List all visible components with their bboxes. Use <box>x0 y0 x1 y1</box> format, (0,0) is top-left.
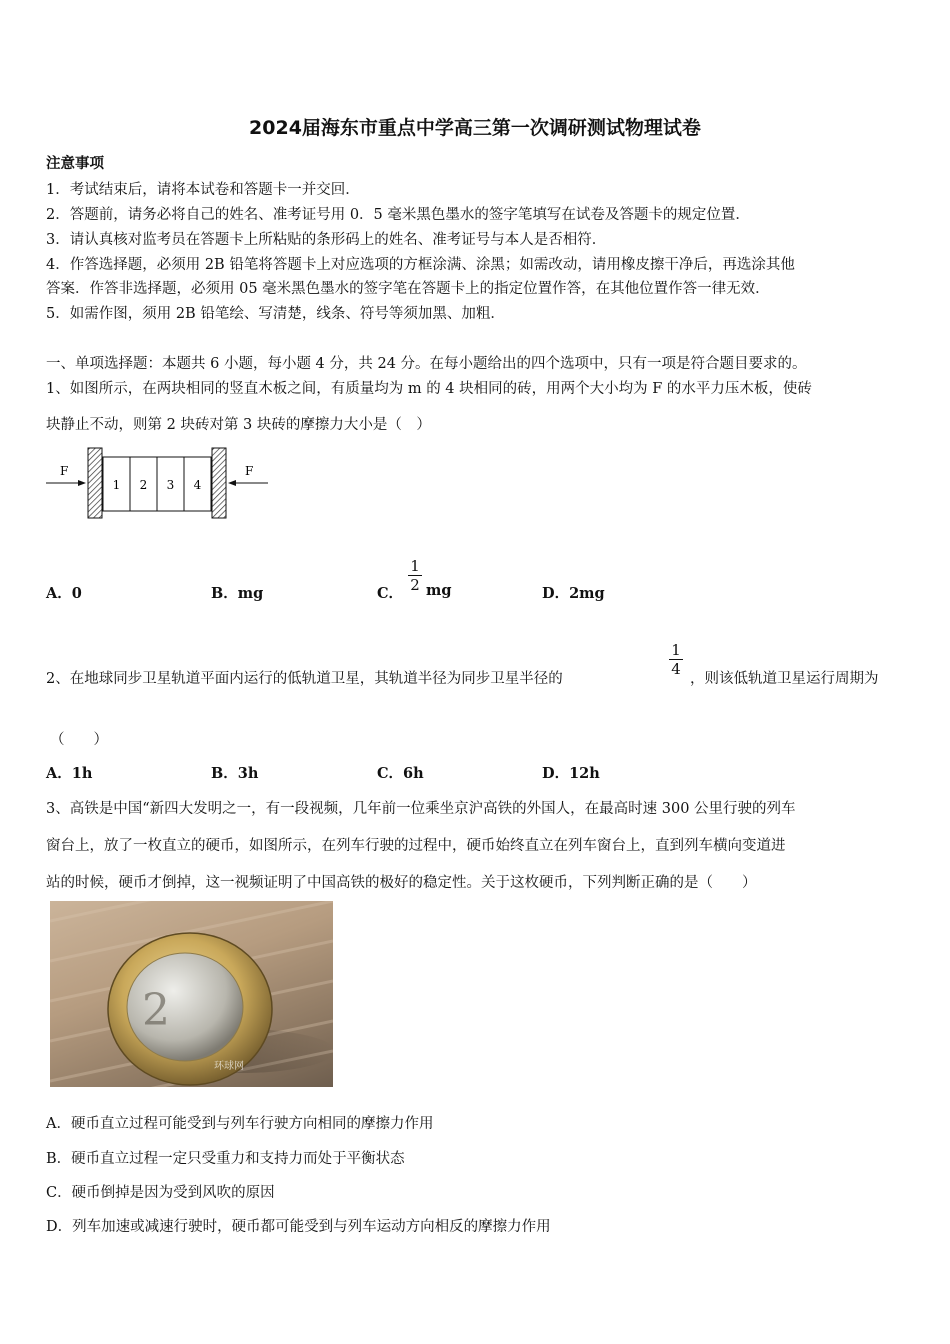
q3-option-d: D．列车加速或减速行驶时，硬币都可能受到与列车运动方向相反的摩擦力作用 <box>46 1219 551 1235</box>
q2-fraction <box>669 641 683 678</box>
q3-stem-line2: 窗台上，放了一枚直立的硬币，如图所示，在列车行驶的过程中，硬币始终直立在列车窗台上，直到列车横向变道进 <box>46 838 786 854</box>
note-item: 4．作答选择题，必须用 2B 铅笔将答题卡上对应选项的方框涂满、涂黑；如需改动，请用橡皮擦干净后，再选涂其他 <box>46 257 795 273</box>
note-item: 答案．作答非选择题，必须用 05 毫米黑色墨水的签字笔在答题卡上的指定位置作答，在其他位置作答一律无效． <box>46 281 770 297</box>
q3-stem-line1: 3、高铁是中国“新四大发明之一，有一段视频，几年前一位乘坐京沪高铁的外国人，在最高时速 300 公里行驶的列车 <box>46 801 796 817</box>
q2-option-c: C．6h <box>377 765 424 782</box>
coin-photo <box>50 901 333 1087</box>
q1-stem-line1: 1、如图所示，在两块相同的竖直木板之间，有质量均为 m 的 4 块相同的砖，用两个大小均为 F 的水平力压木板，使砖 <box>46 381 812 397</box>
brick-press-diagram <box>46 446 276 522</box>
note-item: 5．如需作图，须用 2B 铅笔绘、写清楚，线条、符号等须加黑、加粗． <box>46 306 505 322</box>
note-item: 1．考试结束后，请将本试卷和答题卡一并交回． <box>46 182 360 198</box>
notes-heading: 注意事项 <box>46 155 104 172</box>
q2-stem: 2、在地球同步卫星轨道平面内运行的低轨道卫星，其轨道半径为同步卫星半径的 <box>46 671 563 687</box>
brick-label: 3 <box>166 478 175 492</box>
q1-option-c-unit: mg <box>426 582 452 599</box>
fraction-numerator: 1 <box>408 557 422 576</box>
fraction-denominator: 4 <box>671 660 681 678</box>
q1-option-a: A．0 <box>46 585 82 602</box>
coin-illustration <box>50 901 333 1087</box>
force-left-arrowhead <box>78 480 86 486</box>
note-item: 3．请认真核对监考员在答题卡上所粘贴的条形码上的姓名、准考证号与本人是否相符． <box>46 232 607 248</box>
force-right-arrowhead <box>228 480 236 486</box>
section-heading: 一、单项选择题：本题共 6 小题，每小题 4 分，共 24 分。在每小题给出的四个选项中，只有一项是符合题目要求的。 <box>46 356 807 372</box>
left-board <box>88 448 102 518</box>
image-watermark: 环球网 <box>214 1061 244 1072</box>
q2-stem-end: ，则该低轨道卫星运行周期为 <box>690 671 879 687</box>
right-board <box>212 448 226 518</box>
note-item: 2．答题前，请务必将自己的姓名、准考证号用 0．5 毫米黑色墨水的签字笔填写在试卷及答题卡的规定位置． <box>46 207 750 223</box>
q3-option-a: A．硬币直立过程可能受到与列车行驶方向相同的摩擦力作用 <box>46 1116 434 1132</box>
q1-stem-line2: 块静止不动，则第 2 块砖对第 3 块砖的摩擦力大小是（ ） <box>46 417 431 433</box>
q1-option-c-label: C． <box>377 585 404 602</box>
fraction-denominator: 2 <box>410 576 420 594</box>
brick-label: 2 <box>139 478 148 492</box>
force-left-label: F <box>60 464 69 478</box>
q2-option-d: D．12h <box>542 765 600 782</box>
q1-option-d: D．2mg <box>542 585 605 602</box>
fraction-numerator: 1 <box>669 641 683 660</box>
page-title: 2024届海东市重点中学高三第一次调研测试物理试卷 <box>249 117 701 139</box>
q2-option-a: A．1h <box>46 765 93 782</box>
q3-option-c: C．硬币倒掉是因为受到风吹的原因 <box>46 1185 275 1201</box>
q2-answer-paren: （ ） <box>50 732 108 748</box>
q1-option-b: B．mg <box>211 585 264 602</box>
brick-label: 1 <box>112 478 121 492</box>
q2-option-b: B．3h <box>211 765 259 782</box>
q3-option-b: B．硬币直立过程一定只受重力和支持力而处于平衡状态 <box>46 1151 405 1167</box>
brick-label: 4 <box>193 478 202 492</box>
force-right-label: F <box>245 464 254 478</box>
coin-denomination-glyph: 2 <box>142 985 170 1036</box>
q1-option-c-fraction <box>408 557 422 594</box>
q3-stem-line3: 站的时候，硬币才倒掉，这一视频证明了中国高铁的极好的稳定性。关于这枚硬币，下列判断正确的是（ ） <box>46 875 757 891</box>
